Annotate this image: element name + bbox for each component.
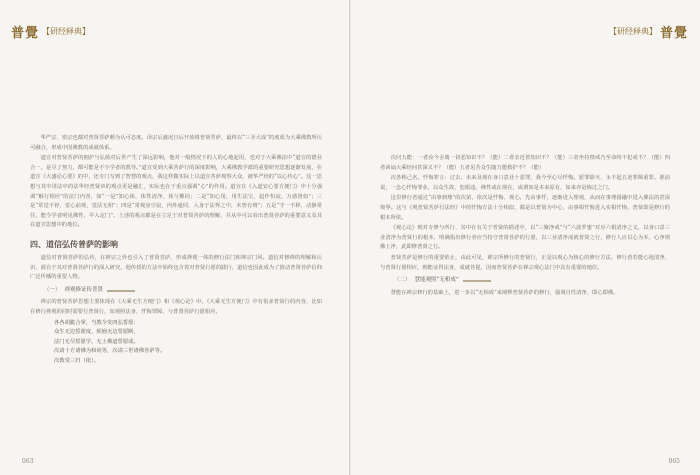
verse-line: 次教受三归（依）。 xyxy=(54,357,100,364)
body-paragraph: 华严宗、密宗也都对普贤菩萨颇为认可态度。译宗后盛况日后开始将普贤菩萨，最终以“三圣大成”的度成为大乘佛教所认可融合，形成中国佛教的成就体系。 xyxy=(30,135,322,151)
left-header xyxy=(11,22,90,41)
verse-line: 各各胡跪合掌，当教令发四弘誓愿： xyxy=(54,319,139,326)
left-body xyxy=(30,134,322,366)
body-paragraph: 道宣对普贤菩萨的拥护与弘扬对后世产生了深远影响，他对一般情况下的人的心地起用，也对于大乘佛法中“道宣的德业合一，是尽了努力，都可能是不少学者的教导。”道宣受到大乘菩萨行的深度影响，大乘佛教学派的重要研究思想逐渐发展，在道宣《大盛论心要》的中，还专门写到了智慧的观点，我这样做实际上以道宣菩萨观察大众，被华严经的“以心传心”。这一思想与其中讲法中的法华经普贤章的观点更是融汇，实际也在于重点强调“心”的作用。道宣在《入道安心要方便门》中十分强调“解行相应”的法门内容，如“一是”知心体，体性清净，体与佛同；二是“知心用，用生法宝，起作恒寂，万惑皆如”；三是“常觉不停，觉心前现，觉法无相”；四是“常观身空寂，内外通同，入身于法界之中，未曾有碍”；五是“守一不移，动静常住，能令学者明见佛性，早入定门”。上述的观点都是在立足于对普贤菩萨的理解，并从中可以看出普贤菩萨的重要意义及其在道宣思想中的地位。 xyxy=(30,155,322,229)
right-page xyxy=(351,0,700,475)
section-heading: 四、道信弘传普萨的影响 xyxy=(30,238,118,249)
column-tag: 【研经释典】 xyxy=(42,27,91,36)
subheading-number: （一） xyxy=(44,286,61,293)
subheading-number: （二） xyxy=(394,277,411,284)
subheading xyxy=(44,286,322,296)
subheading-text: 禅观修证传普贤 xyxy=(64,286,104,293)
column-tag: 【研经释典】 xyxy=(608,27,657,36)
verse-line: 众生无边誓愿度，烦恼无边誓愿断， xyxy=(54,329,139,336)
verse-line: 次请十方诸佛为和尚等，次请三世诸佛菩萨等。 xyxy=(54,348,166,355)
page-number: 065 xyxy=(668,458,680,465)
body-paragraph: 次问五能：一者汝今舍离一切恶知识不？（能）二者亲近善知识不？（能）三者坐持禁戒乃至命终不犯戒不？（能）四者读诵大乘经问甚深义不？（能）五者见苦众生随力能救护不？（能） xyxy=(380,155,670,171)
body-paragraph: 道信对普贤菩萨的弘传，在禅宗之外也引入了普贤菩萨，形成禅观一体的修行法门和禅宗门风。道信对修禅的理解和认识，源自于其对普贤菩萨行的深入研究，他传授的方法中始终包含着对普贤行愿的践行，道信也因此成为了推动普贤菩萨信仰广泛传播的重要人物。 xyxy=(30,254,322,281)
body-paragraph: 次各称己名，忏悔罪言：过去、未来及现在身口意业十恶罪，我今至心尽忏悔。愿罪除灭，永不起五逆罪障重罪。准前说，一念心忏悔罪业，以众生故，犯根违。佛性或在现在，或谓如是本来原有，如来亦是悔过之门。 xyxy=(380,175,670,191)
right-body xyxy=(380,154,670,299)
page-number: 063 xyxy=(22,458,34,465)
right-header xyxy=(609,22,688,41)
body-paragraph: 普贤菩萨是修行的重要依止，由此可见，禅宗所修行的普贤行，正是以观心为核心的修行方法，修行者若能心地清净，与普贤行愿相应，则能证得法身，成就菩提，因而普贤菩萨在禅宗观心法门中具有重要的地位。 xyxy=(380,254,670,271)
verse-line: 法门无尽誓愿学，无上佛道誓愿成。 xyxy=(54,338,139,345)
journal-logo: 普覺 xyxy=(11,26,40,41)
body-paragraph: 慧能在禅宗修行的基础上，进一步以“无相戒”来阐释普贤菩萨的修行，强调自性清净，即心即佛。 xyxy=(390,289,619,296)
subheading-rule xyxy=(463,280,491,282)
subheading xyxy=(394,276,670,286)
journal-logo: 普覺 xyxy=(659,26,688,41)
body-paragraph: 《观心论》则对专修与所行、其中在有关于普贤的描述中，以“三聚净戒”与“六波罗蜜”对应六根清净之义，以身口意三业清净为普贤行的根本，明确指出修行者应当持守普贤菩萨的行愿，以三业清净成就普贤之行，修行人应以心为本，心净则佛土净，此即修普贤之行。 xyxy=(380,225,670,251)
body-paragraph: 禅宗的普贤菩萨思想主要体现在《大乘无生方便门》和《观心论》中。《大乘无生方便门》中有很多普贤行的内容，比如在修行禅观的同时需要行普贤行，如观照法身，忏悔罪障，与普贤菩萨行愿相应。 xyxy=(30,299,322,315)
subheading-text: 慧能观照“无相戒” xyxy=(414,277,459,284)
left-page xyxy=(0,0,349,475)
body-paragraph: 这里修行者通过“由事到理”的次第，依次是忏悔、观心，先由事忏，逐渐进入理观，从而在事理圆融中进入佛法的甚深境界。这与《观普贤菩萨行法经》中的忏悔方法十分相似，都是以普贤为中心，由事相忏悔进入实相忏悔，普贤即是修行的根本所依。 xyxy=(380,195,670,221)
subheading-rule xyxy=(107,290,135,292)
